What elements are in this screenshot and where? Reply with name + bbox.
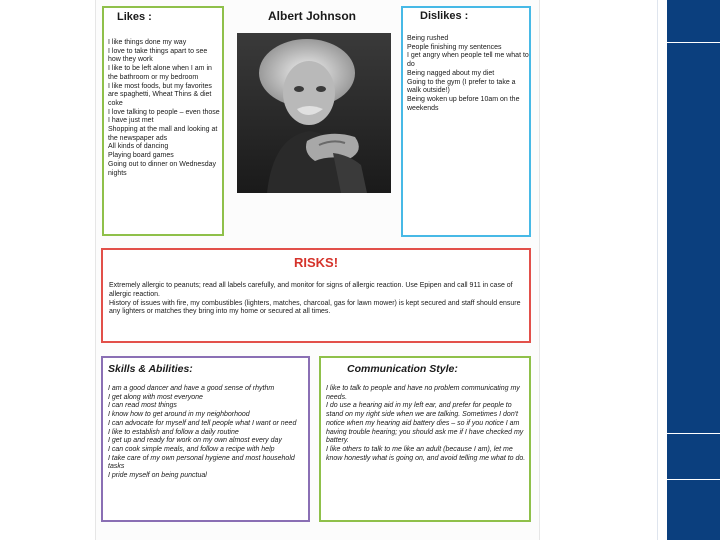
risks-box xyxy=(101,248,531,343)
list-item: All kinds of dancing xyxy=(108,143,169,151)
list-item: I can read most things xyxy=(108,402,177,410)
sidebar-separator xyxy=(667,433,720,434)
list-item: Going out to dinner on Wednesday nights xyxy=(108,160,217,177)
risk-allergy-text: Extremely allergic to peanuts; read all labels carefully, and monitor for signs of allergic reaction. Use Epipen and call 911 in case of allergic reaction. xyxy=(109,282,513,298)
dislikes-title: Dislikes : xyxy=(420,10,469,22)
risks-title: RISKS! xyxy=(293,255,339,270)
communication-title: Communication Style: xyxy=(347,363,458,375)
list-item: I know how to get around in my neighborhood xyxy=(108,411,250,419)
list-item: I do use a hearing aid in my left ear, and prefer for people to stand on my right side when we are talking. Sometimes I don't notice when my hearing aid battery dies – so if you notice I am having trouble hearing; you should ask me if I have checked my battery. xyxy=(326,402,524,445)
list-item: People finishing my sentences xyxy=(407,43,502,51)
list-item: Being nagged about my diet xyxy=(407,69,495,77)
list-item: I am a good dancer and have a good sense of rhythm xyxy=(108,385,275,392)
list-item: I like to talk to people and have no problem communicating my needs. xyxy=(326,385,520,401)
list-item: I take care of my own personal hygiene and most household tasks xyxy=(108,454,295,471)
skills-box xyxy=(101,356,310,522)
list-item: Being rushed xyxy=(407,35,449,42)
risks-text xyxy=(109,282,524,317)
likes-title: Likes : xyxy=(117,11,152,23)
risk-fire-text: History of issues with fire, my combustibles (lighters, matches, charcoal, gas for lawn mower) is kept secured and staff should ensure any lighters or matches they bring into my home or secured at all times. xyxy=(109,299,521,316)
list-item: I like to establish and follow a daily routine xyxy=(108,428,239,436)
dislikes-list xyxy=(407,35,529,113)
skills-title: Skills & Abilities: xyxy=(108,363,193,375)
communication-box xyxy=(319,356,531,522)
sidebar-separator xyxy=(667,42,720,43)
slide-divider-line xyxy=(657,0,658,540)
list-item: I get along with most everyone xyxy=(108,393,203,401)
list-item: I like others to talk to me like an adult (because I am), let me know honestly what is going on, and avoid telling me what to do. xyxy=(326,445,526,462)
list-item: I can advocate for myself and tell people what I want or need xyxy=(108,419,297,427)
list-item: I love to take things apart to see how they work xyxy=(108,47,208,64)
person-name: Albert Johnson xyxy=(267,9,356,23)
skills-list xyxy=(108,385,307,481)
communication-list xyxy=(326,385,528,463)
list-item: I get angry when people tell me what to do xyxy=(407,52,529,69)
dislikes-box xyxy=(401,6,531,237)
list-item: I pride myself on being punctual xyxy=(108,472,207,480)
list-item: I get up and ready for work on my own almost every day xyxy=(108,437,282,445)
list-item: Being woken up before 10am on the weekends xyxy=(407,95,520,112)
list-item: Playing board games xyxy=(108,152,174,160)
list-item: I like most foods, but my favorites are spaghetti, Wheat Thins & diet coke xyxy=(108,82,212,107)
list-item: I like to be left alone when I am in the bathroom or my bedroom xyxy=(108,65,212,81)
sidebar-separator xyxy=(667,479,720,480)
portrait-photo xyxy=(237,33,391,193)
likes-list xyxy=(108,39,220,178)
slide-sidebar xyxy=(667,0,720,540)
list-item: Going to the gym (I prefer to take a walk outside!) xyxy=(407,78,516,95)
list-item: I can cook simple meals, and follow a recipe with help xyxy=(108,445,275,453)
list-item: I like things done my way xyxy=(108,39,187,46)
likes-box xyxy=(102,6,224,236)
list-item: Shopping at the mall and looking at the newspaper ads xyxy=(108,126,218,142)
list-item: I love talking to people – even those I have just met xyxy=(108,108,220,125)
